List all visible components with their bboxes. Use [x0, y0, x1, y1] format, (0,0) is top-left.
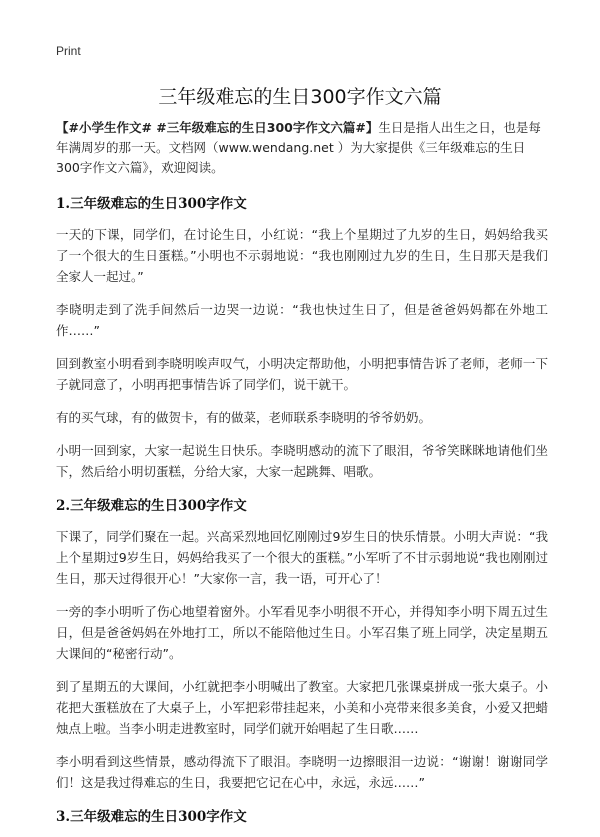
section-heading-1: 1.三年级难忘的生日300字作文	[56, 196, 247, 212]
section-2-paragraph: 一旁的李小明听了伤心地望着窗外。小军看见李小明很不开心，并得知李小明下周五过生日，但是爸爸妈妈在外地打工，所以不能陪他过生日。小军召集了班上同学，决定星期五大课间的“秘密行动”。	[56, 604, 548, 661]
section-heading-2: 2.三年级难忘的生日300字作文	[56, 498, 247, 514]
intro-tag: 【#小学生作文# #三年级难忘的生日300字作文六篇#】	[56, 120, 379, 135]
section-1-paragraph: 小明一回到家，大家一起说生日快乐。李晓明感动的流下了眼泪，爷爷笑眯眯地请他们坐下，然后给小明切蛋糕，分给大家，大家一起跳舞、唱歌。	[56, 443, 548, 479]
section-1-paragraph: 回到教室小明看到李晓明唉声叹气，小明决定帮助他，小明把事情告诉了老师，老师一下子就同意了，小明再把事情告诉了同学们，说干就干。	[56, 356, 548, 392]
article-body	[56, 118, 548, 837]
page-title: 三年级难忘的生日300字作文六篇	[158, 86, 442, 108]
section-1-paragraph: 有的买气球，有的做贺卡，有的做菜，老师联系李晓明的爷爷奶奶。	[56, 410, 432, 425]
section-1-paragraph: 一天的下课，同学们，在讨论生日，小红说：“我上个星期过了九岁的生日，妈妈给我买了一个很大的生日蛋糕。”小明也不示弱地说：“我也刚刚过九岁的生日，生日那天是我们全家人一起过。”	[56, 227, 548, 284]
section-1-paragraph: 李晓明走到了洗手间然后一边哭一边说：“我也快过生日了，但是爸爸妈妈都在外地工作……”	[56, 302, 548, 338]
section-2-paragraph: 下课了，同学们聚在一起。兴高采烈地回忆刚刚过9岁生日的快乐情景。小明大声说：“我上个星期过9岁生日，妈妈给我买了一个很大的蛋糕。”小军听了不甘示弱地说“我也刚刚过生日，那天过得很开心！”大家你一言，我一语，可开心了！	[56, 529, 548, 586]
section-2-paragraph: 到了星期五的大课间，小红就把李小明喊出了教室。大家把几张课桌拼成一张大桌子。小花把大蛋糕放在了大桌子上，小军把彩带挂起来，小美和小亮带来很多美食，小爱又把蜡烛点上啦。当李小明走进教室时，同学们就开始唱起了生日歌……	[56, 679, 548, 736]
intro-text: 生日是指人出生之日，也是每年满周岁的那一天。文档网（www.wendang.net ）为大家提供《三年级难忘的生日300字作文六篇》，欢迎阅读。	[56, 120, 541, 175]
section-2-paragraph: 李小明看到这些情景，感动得流下了眼泪。李晓明一边擦眼泪一边说：“谢谢！谢谢同学们！这是我过得难忘的生日，我要把它记在心中，永远，永远……”	[56, 754, 548, 790]
section-heading-3: 3.三年级难忘的生日300字作文	[56, 809, 247, 825]
print-label: Print	[56, 44, 81, 58]
intro-paragraph	[56, 118, 548, 178]
